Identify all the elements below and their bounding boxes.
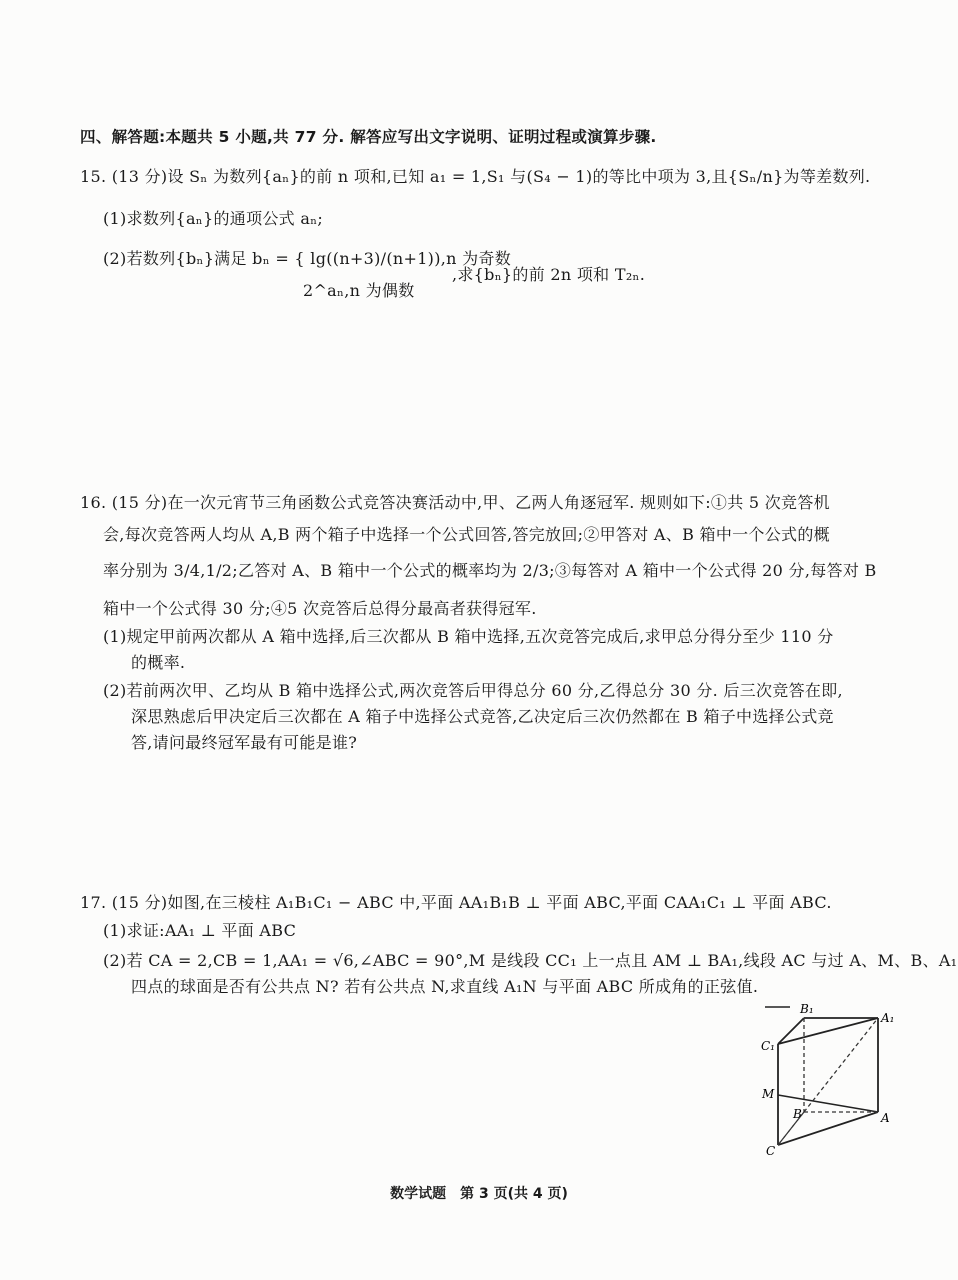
question-15-part2-tail: ,求{bₙ}的前 2n 项和 T₂ₙ. — [452, 265, 646, 284]
question-17-part2-line2: 四点的球面是否有公共点 N? 若有公共点 N,求直线 A₁N 与平面 ABC 所成角的正弦值. — [131, 977, 759, 996]
label-c: C — [766, 1144, 776, 1158]
label-a: A — [881, 1111, 890, 1125]
section-title: 四、解答题:本题共 5 小题,共 77 分. 解答应写出文字说明、证明过程或演算步骤. — [80, 128, 657, 146]
question-16-line2: 会,每次竞答两人均从 A,B 两个箱子中选择一个公式回答,答完放回;②甲答对 A、B 箱中一个公式的概 — [103, 525, 830, 544]
question-17-stem: 17. (15 分)如图,在三棱柱 A₁B₁C₁ − ABC 中,平面 AA₁B₁B ⊥ 平面 ABC,平面 CAA₁C₁ ⊥ 平面 ABC. — [80, 893, 832, 912]
question-16-part2-line3: 答,请问最终冠军最有可能是谁? — [131, 733, 358, 752]
question-15-part2-even: 2^aₙ,n 为偶数 — [303, 281, 415, 300]
question-17-part2-line1: (2)若 CA = 2,CB = 1,AA₁ = √6,∠ABC = 90°,M 是线段 CC₁ 上一点且 AM ⊥ BA₁,线段 AC 与过 A、M、B、A₁ — [103, 951, 958, 970]
question-17-part1: (1)求证:AA₁ ⊥ 平面 ABC — [103, 921, 297, 940]
prism-figure — [750, 1000, 910, 1165]
label-b1: B₁ — [800, 1002, 814, 1016]
question-16-part1-line2: 的概率. — [131, 653, 186, 672]
question-16-part2-line2: 深思熟虑后甲决定后三次都在 A 箱子中选择公式竞答,乙决定后三次仍然都在 B 箱子中选择公式竞 — [131, 707, 834, 726]
question-16-part2-line1: (2)若前两次甲、乙均从 B 箱中选择公式,两次竞答后甲得总分 60 分,乙得总分 30 分. 后三次竞答在即, — [103, 681, 843, 700]
question-15-part1: (1)求数列{aₙ}的通项公式 aₙ; — [103, 209, 324, 228]
diagonal-c-a1 — [778, 1018, 878, 1145]
question-16-line4: 箱中一个公式得 30 分;④5 次竞答后总得分最高者获得冠军. — [103, 599, 537, 618]
label-m: M — [762, 1087, 775, 1101]
label-a1: A₁ — [881, 1011, 895, 1025]
question-16-part1-line1: (1)规定甲前两次都从 A 箱中选择,后三次都从 B 箱中选择,五次竞答完成后,求甲总分得分至少 110 分 — [103, 627, 834, 646]
edge-c1-a1 — [778, 1018, 878, 1044]
question-16-line1: 16. (15 分)在一次元宵节三角函数公式竞答决赛活动中,甲、乙两人角逐冠军. 规则如下:①共 5 次竞答机 — [80, 493, 830, 512]
question-15-part2-odd: (2)若数列{bₙ}满足 bₙ = { lg((n+3)/(n+1)),n 为奇数 — [103, 249, 512, 268]
question-16-line3: 率分别为 3/4,1/2;乙答对 A、B 箱中一个公式的概率均为 2/3;③每答对 A 箱中一个公式得 20 分,每答对 B — [103, 561, 877, 580]
page-footer: 数学试题 第 3 页(共 4 页) — [390, 1186, 568, 1202]
question-15-stem: 15. (13 分)设 Sₙ 为数列{aₙ}的前 n 项和,已知 a₁ = 1,S₁ 与(S₄ − 1)的等比中项为 3,且{Sₙ/n}为等差数列. — [80, 167, 871, 186]
label-b: B — [793, 1107, 802, 1121]
label-c1: C₁ — [761, 1039, 775, 1053]
